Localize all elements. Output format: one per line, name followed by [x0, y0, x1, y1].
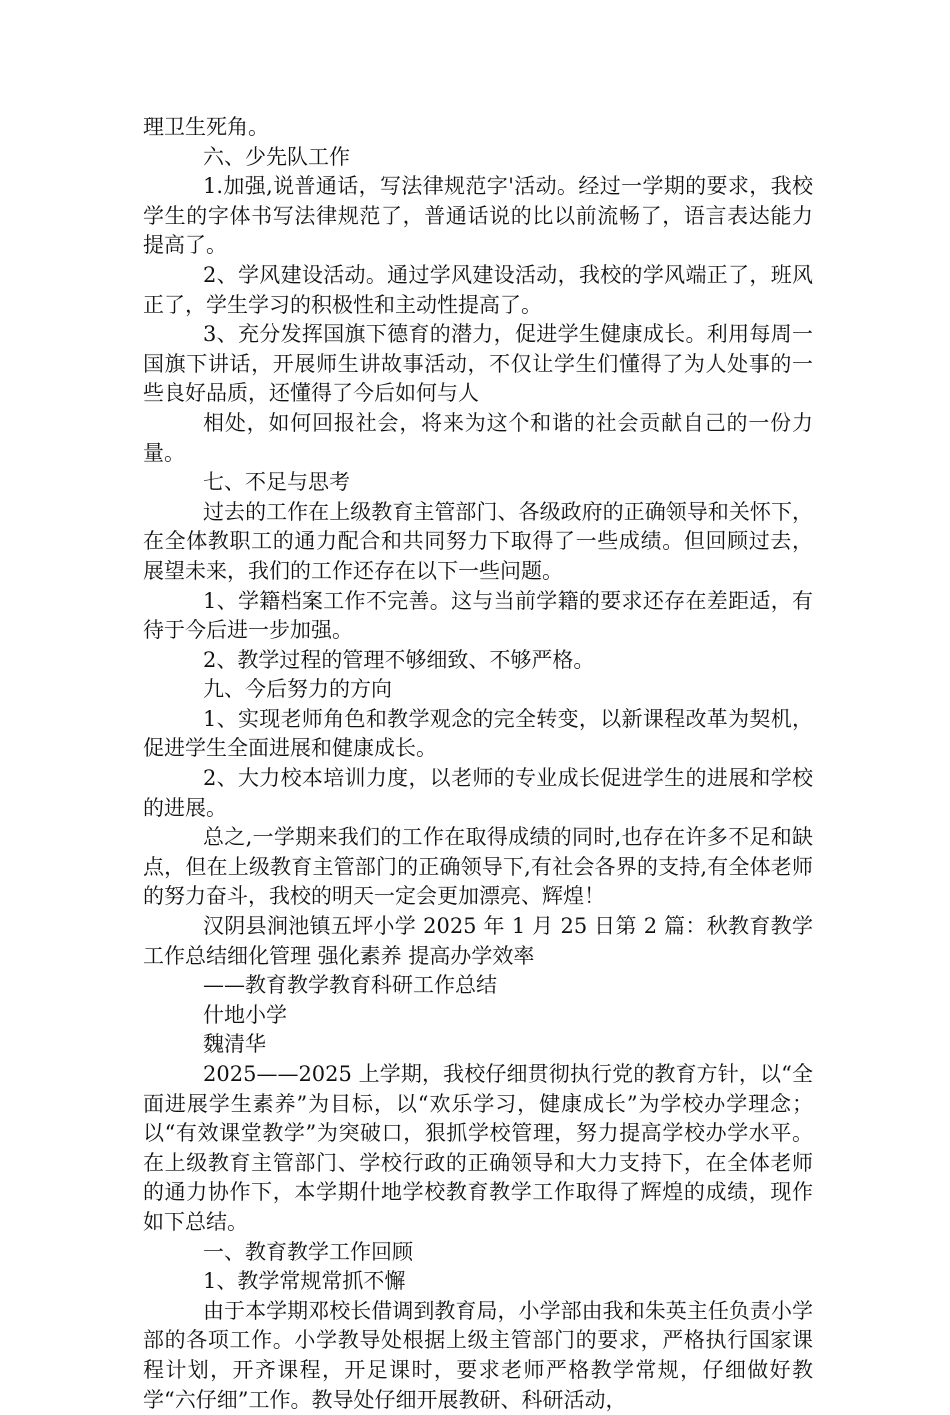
section-heading: 九、今后努力的方向 — [203, 677, 392, 702]
school-name: 什地小学 — [203, 1002, 287, 1027]
author-name: 魏清华 — [203, 1032, 266, 1057]
paragraph: 2、教学过程的管理不够细致、不够严格。 — [203, 647, 595, 672]
paragraph: 总之,一学期来我们的工作在取得成绩的同时,也存在许多不足和缺点，但在上级教育主管部门的正确领导下,有社会各界的支持,有全体老师的努力奋斗，我校的明天一定会更加漂亮、辉煌！ — [143, 825, 813, 909]
paragraph: 1、实现老师角色和教学观念的完全转变，以新课程改革为契机，促进学生全面进展和健康成长。 — [143, 706, 813, 761]
paragraph: 2025——2025 上学期，我校仔细贯彻执行党的教育方针，以“全面进展学生素养”为目标，以“欢乐学习，健康成长”为学校办学理念；以“有效课堂教学”为突破口，狠抓学校管理，努力提高学校办学水平。在上级教育主管部门、学校行政的正确领导和大力支持下，在全体老师的通力协作下，本学期什地学校教育教学工作取得了辉煌的成绩，现作如下总结。 — [143, 1062, 813, 1234]
section-heading: 六、少先队工作 — [203, 144, 350, 169]
paragraph: 2、大力校本培训力度，以老师的专业成长促进学生的进展和学校的进展。 — [143, 766, 813, 820]
paragraph: 1、学籍档案工作不完善。这与当前学籍的要求还存在差距适，有待于今后进一步加强。 — [143, 588, 813, 643]
article-title: 汉阴县涧池镇五坪小学 2025 年 1 月 25 日第 2 篇：秋教育教学工作总结细化管理 强化素养 提高办学效率 — [143, 914, 813, 968]
paragraph: 过去的工作在上级教育主管部门、各级政府的正确领导和关怀下，在全体教职工的通力配合和共同努力下取得了一些成绩。但回顾过去，展望未来，我们的工作还存在以下一些问题。 — [143, 499, 813, 583]
paragraph: 理卫生死角。 — [143, 115, 269, 139]
paragraph: 3、充分发挥国旗下德育的潜力，促进学生健康成长。利用每周一国旗下讲话，开展师生讲故事活动，不仅让学生们懂得了为人处事的一些良好品质，还懂得了今后如何与人 — [143, 322, 813, 406]
subsection-heading: 1、教学常规常抓不懈 — [203, 1269, 406, 1294]
section-heading: 七、不足与思考 — [203, 470, 350, 495]
section-heading: 一、教育教学工作回顾 — [203, 1239, 413, 1264]
article-subtitle: ——教育教学教育科研工作总结 — [203, 973, 497, 998]
paragraph: 1.加强,说普通话，写法律规范字'活动。经过一学期的要求，我校学生的字体书写法律规范了，普通话说的比以前流畅了，语言表达能力提高了。 — [143, 174, 813, 258]
paragraph: 相处，如何回报社会，将来为这个和谐的社会贡献自己的一份力量。 — [143, 410, 813, 465]
paragraph: 2、学风建设活动。通过学风建设活动，我校的学风端正了，班风正了，学生学习的积极性和主动性提高了。 — [143, 262, 813, 317]
document-body — [143, 113, 813, 1415]
paragraph: 由于本学期邓校长借调到教育局，小学部由我和朱英主任负责小学部的各项工作。小学教导处根据上级主管部门的要求，严格执行国家课程计划，开齐课程，开足课时，要求老师严格教学常规，仔细做好教学“六仔细”工作。教导处仔细开展教研、科研活动， — [143, 1298, 813, 1412]
